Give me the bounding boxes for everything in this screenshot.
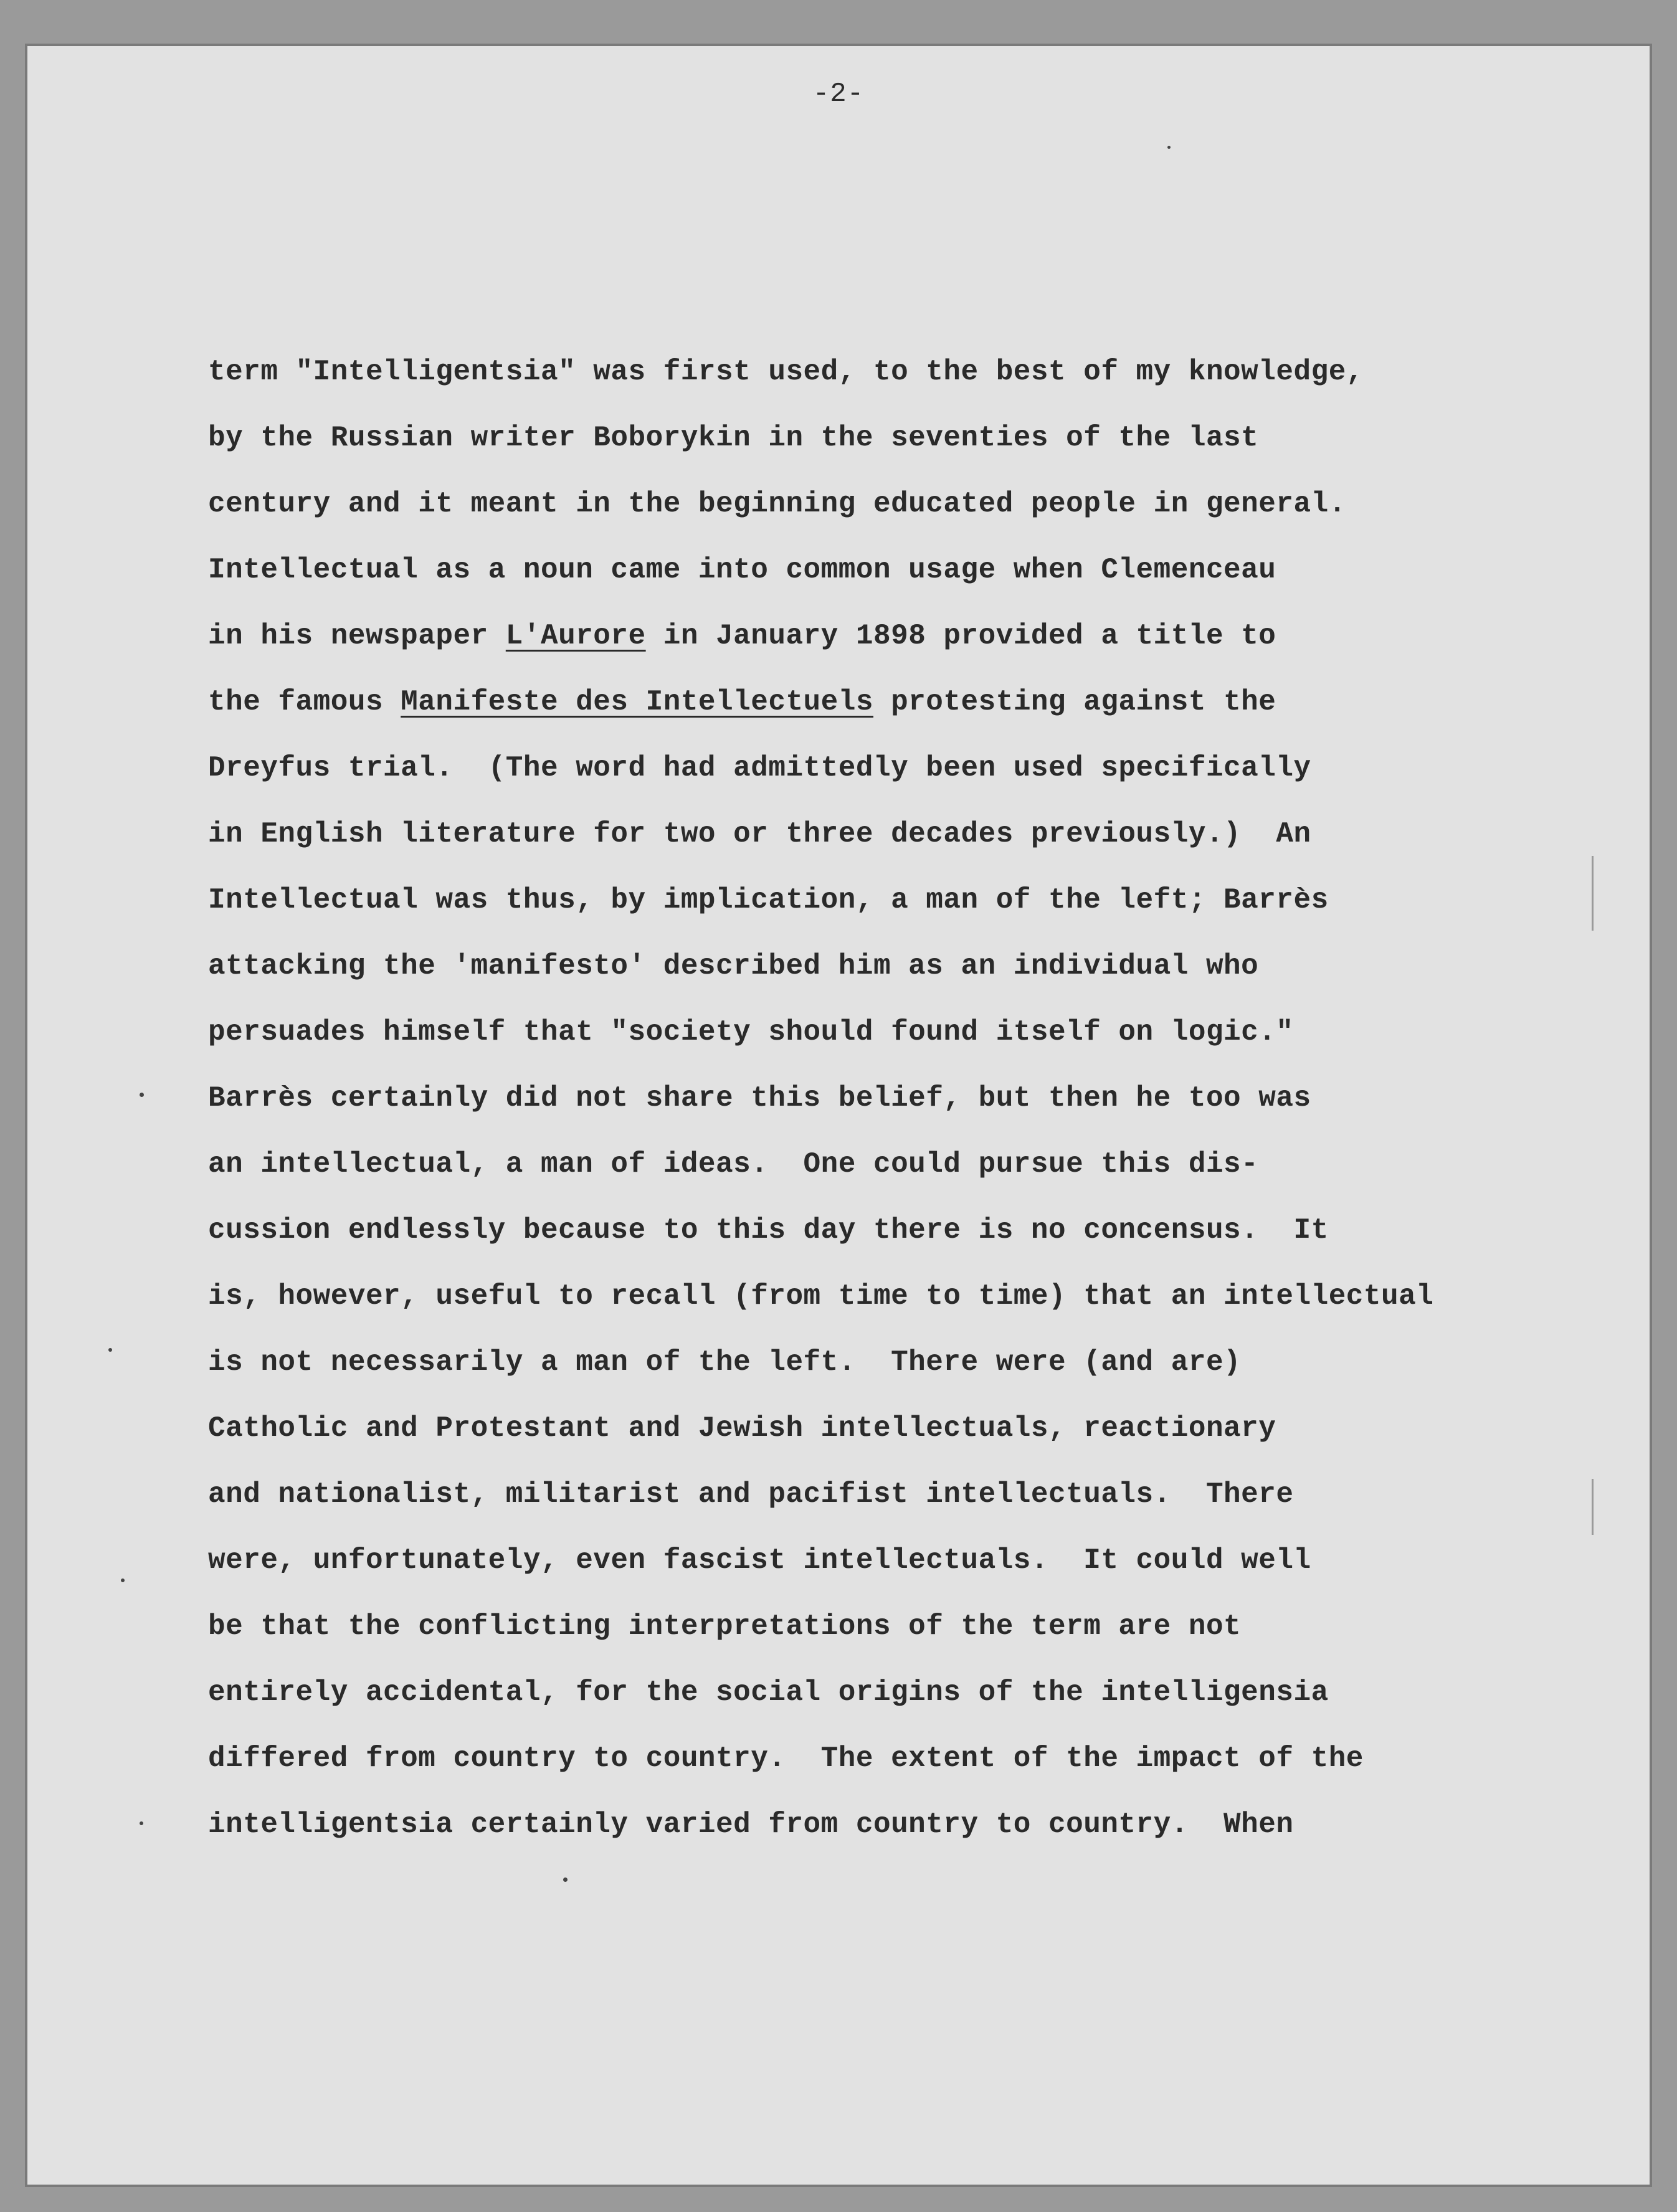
text-line [208,339,1641,405]
scan-edge-mark [1592,856,1594,931]
text-line [208,1197,1641,1263]
underlined-title: Manifeste des Intellectuels [401,686,873,718]
text-segment: intelligentsia certainly varied from country to country. When [208,1808,1294,1841]
text-line [208,603,1641,669]
text-segment: by the Russian writer Boborykin in the seventies of the last [208,422,1259,454]
text-segment: Barrès certainly did not share this belief, but then he too was [208,1082,1311,1114]
text-segment: in his newspaper [208,620,506,652]
underlined-title: L'Aurore [505,620,646,652]
text-segment: and nationalist, militarist and pacifist intellectuals. There [208,1478,1294,1511]
dust-speck [108,1348,112,1352]
text-line [208,933,1641,999]
text-line [208,867,1641,933]
text-segment: is not necessarily a man of the left. There were (and are) [208,1346,1242,1379]
text-line [208,1065,1641,1131]
text-line [208,1263,1641,1329]
text-segment: in English literature for two or three decades previously.) An [208,818,1311,850]
text-line [208,735,1641,801]
text-line [208,1593,1641,1659]
text-segment: differed from country to country. The extent of the impact of the [208,1742,1364,1775]
text-segment: were, unfortunately, even fascist intellectuals. It could well [208,1544,1311,1577]
body-text [208,339,1641,1858]
text-line [208,1461,1641,1527]
text-line [208,471,1641,537]
dust-speck [140,1821,143,1825]
text-line [208,405,1641,471]
text-segment: attacking the 'manifesto' described him as an individual who [208,950,1259,982]
page-number: -2- [812,78,865,110]
text-segment: century and it meant in the beginning educated people in general. [208,488,1346,520]
text-line [208,1659,1641,1725]
text-line [208,669,1641,735]
text-segment: cussion endlessly because to this day there is no concensus. It [208,1214,1329,1246]
text-segment: protesting against the [873,686,1276,718]
text-line [208,1395,1641,1461]
text-segment: entirely accidental, for the social origins of the intelligensia [208,1676,1329,1709]
scan-edge-mark [1592,1479,1594,1535]
text-segment: Dreyfus trial. (The word had admittedly been used specifically [208,752,1311,784]
text-segment: the famous [208,686,401,718]
text-segment: an intellectual, a man of ideas. One could pursue this dis- [208,1148,1259,1180]
text-segment: Intellectual was thus, by implication, a man of the left; Barrès [208,884,1329,916]
text-line [208,1792,1641,1858]
document-page [25,44,1652,2187]
text-line [208,801,1641,867]
dust-speck [563,1877,568,1882]
text-segment: Intellectual as a noun came into common usage when Clemenceau [208,554,1276,586]
text-segment: term "Intelligentsia" was first used, to the best of my knowledge, [208,356,1364,388]
dust-speck [1167,146,1171,149]
text-segment: is, however, useful to recall (from time to time) that an intellectual [208,1280,1434,1312]
text-line [208,1527,1641,1593]
text-line [208,1329,1641,1395]
text-segment: Catholic and Protestant and Jewish intellectuals, reactionary [208,1412,1276,1445]
text-line [208,999,1641,1065]
text-segment: be that the conflicting interpretations of the term are not [208,1610,1242,1643]
text-line [208,1725,1641,1792]
dust-speck [140,1093,144,1097]
text-segment: in January 1898 provided a title to [645,620,1276,652]
text-line [208,1131,1641,1197]
text-line [208,537,1641,603]
dust-speck [121,1578,125,1582]
text-segment: persuades himself that "society should found itself on logic." [208,1016,1294,1048]
